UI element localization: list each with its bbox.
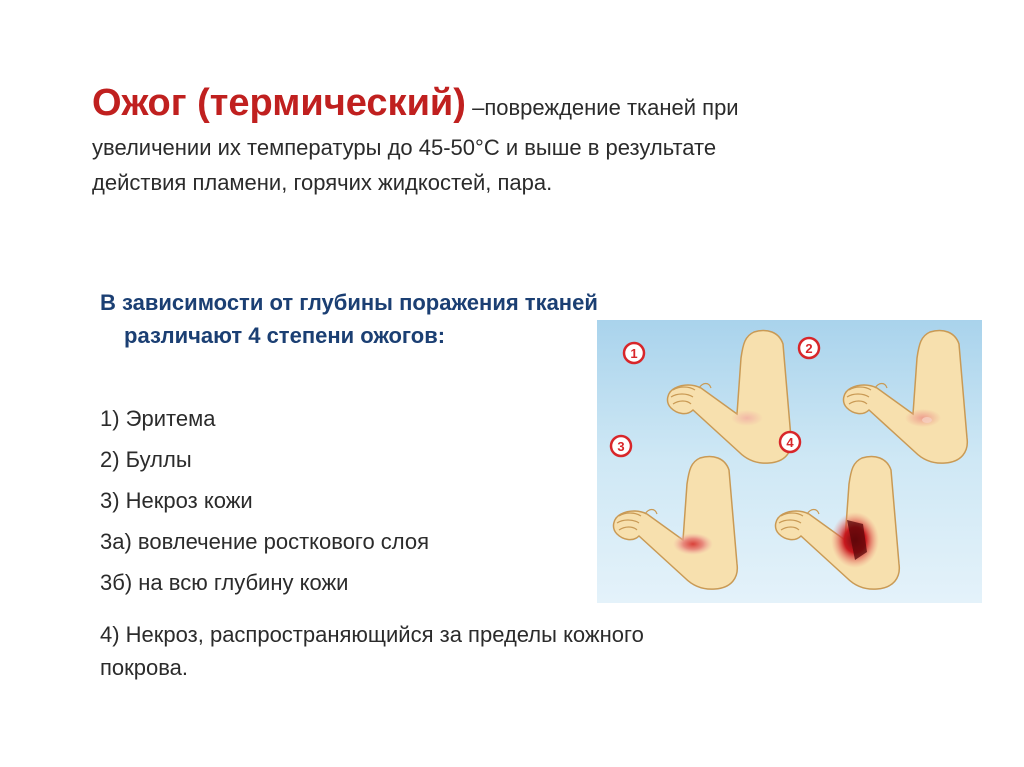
burn-degrees-illustration [597, 320, 982, 603]
slide-title: Ожог (термический) [92, 82, 466, 124]
definition-first-line [92, 76, 972, 130]
degree-item-4-line1: 4) Некроз, распространяющийся за пределы кожного [100, 622, 644, 647]
classification-heading-line2: различают 4 степени ожогов: [124, 323, 446, 348]
definition-text-line2: увеличении их температуры до 45-50°С и выше в результате [92, 135, 717, 160]
title-dash: – [465, 95, 485, 120]
degree-item-3a: 3а) вовлечение росткового слоя [100, 529, 430, 554]
svg-text:2: 2 [805, 341, 813, 356]
burn-area-1 [731, 410, 763, 426]
svg-text:1: 1 [630, 346, 638, 361]
degree-item-3: 3) Некроз кожи [100, 488, 253, 513]
marker-1 [624, 343, 644, 363]
burn-area-2 [905, 409, 941, 427]
degree-item-4-line2: покрова. [100, 655, 189, 680]
marker-2 [799, 338, 819, 358]
definition-text-line3: действия пламени, горячих жидкостей, пара. [92, 170, 553, 195]
burn-area-3 [673, 533, 713, 555]
degree-item-4 [100, 618, 860, 684]
svg-text:4: 4 [786, 435, 794, 450]
degree-item-1: 1) Эритема [100, 406, 216, 431]
degree-list [100, 402, 429, 607]
marker-3 [611, 436, 631, 456]
marker-4 [780, 432, 800, 452]
definition-block [92, 76, 972, 200]
classification-heading [100, 286, 598, 352]
classification-heading-line1: В зависимости от глубины поражения тканей [100, 290, 598, 315]
degree-item-2: 2) Буллы [100, 447, 192, 472]
definition-text-part1: повреждение тканей при [484, 95, 739, 120]
svg-text:3: 3 [617, 439, 625, 454]
degree-item-3b: 3б) на всю глубину кожи [100, 570, 349, 595]
